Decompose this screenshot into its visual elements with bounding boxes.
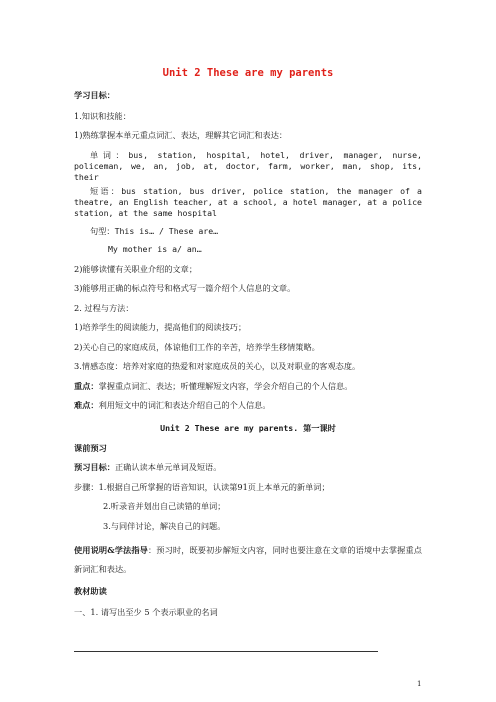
preview-goal-text: 正确认读本单元单词及短语。 (114, 462, 222, 472)
step-3: 3.与同伴讨论，解决自己的问题。 (103, 521, 226, 531)
difficult-label: 难点： (74, 400, 99, 410)
goals-heading: 学习目标： (74, 90, 115, 100)
steps-label: 步骤： (74, 482, 99, 492)
process-item-2: 2)关心自己的家庭成员，体谅他们工作的辛苦，培养学生移情策略。 (74, 342, 320, 352)
knowledge-item-1: 1)熟练掌握本单元重点词汇、表达，理解其它词汇和表达： (74, 130, 288, 140)
difficult-text: 利用短文中的词汇和表达介绍自己的个人信息。 (98, 400, 271, 410)
page-number: 1 (417, 680, 422, 688)
pattern-2: My mother is a/ an… (108, 244, 202, 254)
lesson-title: Unit 2 These are my parents. 第一课时 (160, 423, 336, 433)
key-label: 重点： (74, 381, 99, 391)
preview-goal-label: 预习目标： (74, 462, 115, 472)
preview-heading: 课前预习 (74, 443, 107, 453)
key-points-line (74, 381, 352, 392)
pattern-1: This is… / These are… (114, 226, 219, 236)
step-1: 1.根据自己所掌握的语音知识，认读第91页上本单元的新单词； (98, 482, 330, 492)
key-text: 掌握重点词汇、表达；听懂理解短文内容，学会介绍自己的个人信息。 (98, 381, 353, 391)
step-2: 2.听录音并划出自己读错的单词； (103, 501, 226, 511)
knowledge-heading: 1.知识和技能： (74, 111, 131, 121)
process-heading: 2. 过程与方法： (74, 303, 134, 313)
phrases-label: 短语： (90, 186, 122, 196)
guide-label: 使用说明&学法指导 (74, 545, 148, 555)
answer-line (74, 651, 378, 652)
textbook-heading: 教材助读 (74, 586, 107, 596)
difficult-points-line (74, 400, 271, 411)
exercise-1: 一、1. 请写出至少 5 个表示职业的名词 (74, 607, 218, 617)
document-title: Unit 2 These are my parents (162, 67, 334, 79)
patterns-label: 句型： (90, 226, 115, 236)
phrases-text: bus station, bus driver, police station, the manager of a theatre, an English teacher, at a school, a hotel manager, at a police station, at the same hospital (74, 186, 422, 218)
patterns-line (90, 226, 218, 237)
attitude-line: 3.情感态度：培养对家庭的热爱和对家庭成员的关心，以及对职业的客观态度。 (74, 361, 361, 371)
words-label: 单词： (90, 150, 129, 160)
preview-goal-line (74, 462, 221, 473)
guide-text: ：预习时，既要初步解短文内容，同时也要注意在文章的语境中去掌握重点新词汇和表达。 (74, 545, 422, 574)
process-item-1: 1)培养学生的阅读能力，提高他们的阅读技巧； (74, 322, 247, 332)
guide-paragraph (74, 541, 422, 579)
knowledge-item-3: 3)能够用正确的标点符号和格式写一篇介绍个人信息的文章。 (74, 283, 296, 293)
knowledge-item-2: 2)能够读懂有关职业介绍的文章； (74, 264, 198, 274)
steps-line (74, 482, 330, 493)
words-text: bus, station, hospital, hotel, driver, manager, nurse, policeman, we, an, job, at, doctor, farm, worker, man, shop, its, their (74, 150, 422, 182)
words-paragraph (74, 150, 422, 183)
phrases-paragraph (74, 186, 422, 219)
